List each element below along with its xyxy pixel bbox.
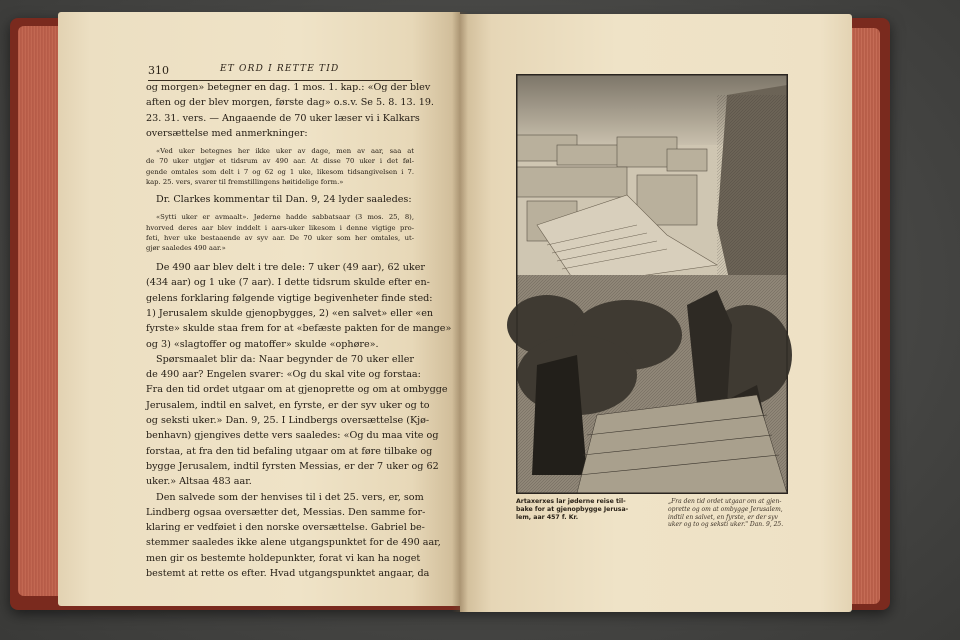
text-line: bestemt at rette os efter. Hvad utgangspunktet angaar, da: [146, 568, 430, 580]
quote-caption-line: uker og to og seksti uker." Dan. 9, 25.: [668, 521, 784, 529]
caption-line: Artaxerxes lar jøderne reise til-: [516, 498, 626, 505]
text-line: 1) Jerusalem skulde gjenopbygges, 2) «en salvet» eller «en: [146, 308, 434, 319]
text-line: Dr. Clarkes kommentar til Dan. 9, 24 lyder saaledes:: [156, 194, 412, 205]
quote-line: feti, hver uke bestaaende av syv aar. De 70 uker som her omtales, ut-: [146, 233, 414, 242]
text-line: (434 aar) og 1 uke (7 aar). I dette tidsrum skulde efter en-: [146, 277, 430, 289]
quote-line: gjør saaledes 490 aar.»: [146, 243, 226, 252]
text-line: bygge Jerusalem, indtil fyrsten Messias, er der 7 uker og 62: [146, 460, 439, 472]
engraving-artwork: [517, 75, 787, 493]
text-line: Spørsmaalet blir da: Naar begynder de 70 uker eller: [156, 353, 414, 365]
text-line: 23. 31. vers. — Angaaende de 70 uker læser vi i Kalkars: [146, 112, 420, 124]
text-line: fyrste» skulde staa frem for at «befæste pakten for de mange»: [146, 323, 452, 335]
paragraph: [146, 80, 434, 141]
text-line: stemmer saaledes ikke alene utgangspunktet for de 490 aar,: [146, 537, 441, 549]
quote-line: gende omtales som delt i 7 og 62 og 1 uke, likesom tidsangivelsen i 7.: [146, 167, 414, 176]
text-line: men gir os bestemte holdepunkter, forat vi kan ha noget: [146, 552, 421, 564]
text-line: uker.» Altsaa 483 aar.: [146, 476, 252, 488]
quote-line: hvorved deres aar blev inddelt i aars-uker likesom i denne vigtige pro-: [146, 223, 414, 232]
quote-caption-line: „Fra den tid ordet utgaar om at gjen-: [668, 498, 782, 505]
text-line: Fra den tid ordet utgaar om at gjenoprette og om at ombygge: [146, 384, 448, 396]
block-quote: [146, 212, 414, 253]
page-number: 310: [148, 64, 169, 77]
paragraph: [146, 260, 452, 352]
block-quote: [146, 146, 414, 187]
quote-caption-line: oprette og om at ombygge Jerusalem,: [668, 505, 783, 513]
text-line: Lindberg ogsaa oversætter det, Messias. Den samme for-: [146, 506, 426, 518]
quote-caption-line: indtil en salvet, en fyrste, er der syv: [668, 513, 778, 521]
text-line: og 3) «slagtoffer og matoffer» skulde «ophøre».: [146, 338, 379, 350]
illustration-caption: [516, 498, 632, 522]
paragraph: [146, 352, 448, 490]
text-line: Den salvede som der henvises til i det 25. vers, er, som: [156, 491, 424, 503]
text-line: gelens forklaring følgende vigtige begivenheter finde sted:: [146, 292, 433, 304]
quote-line: de 70 uker utgjør et tidsrum av 490 aar. At disse 70 uker i det føl-: [146, 157, 414, 166]
text-line: de 490 aar? Engelen svarer: «Og du skal vite og forstaa:: [146, 369, 421, 381]
text-line: Jerusalem, indtil en salvet, en fyrste, er der syv uker og to: [146, 399, 430, 411]
text-line: aften og der blev morgen, første dag» o.s.v. Se 5. 8. 13. 19.: [146, 97, 434, 109]
text-line: oversættelse med anmerkninger:: [146, 127, 308, 139]
illustration-quote: [668, 498, 786, 529]
caption-line: bake for at gjenopbygge Jerusa-: [516, 506, 629, 513]
text-line: klaring er vedføiet i den norske oversættelse. Gabriel be-: [146, 522, 425, 534]
caption-line: lem, aar 457 f. Kr.: [516, 514, 579, 521]
quote-line: «Ved uker betegnes her ikke uker av dage, men av aar, saa at: [156, 147, 414, 156]
text-line: De 490 aar blev delt i tre dele: 7 uker (49 aar), 62 uker: [156, 262, 425, 274]
running-head-title: ET ORD I RETTE TID: [220, 64, 340, 74]
left-page-text: [146, 80, 452, 581]
book-gutter: [452, 12, 468, 612]
text-line: forstaa, at fra den tid befaling utgaar om at føre tilbake og: [146, 445, 433, 457]
quote-line: kap. 25. vers, svarer til fremstillingens høitidelige form.»: [146, 177, 344, 186]
quote-line: «Sytti uker er avmaalt». Jøderne hadde sabbatsaar (3 mos. 25, 8),: [156, 213, 414, 222]
running-head: [148, 64, 412, 81]
text-line: og morgen» betegner en dag. 1 mos. 1. kap.: «Og der blev: [146, 82, 431, 93]
engraving-illustration: [516, 74, 788, 494]
text-line: benhavn) gjengives dette vers saaledes: «Og du maa vite og: [146, 430, 439, 442]
text-line: og seksti uker.» Dan. 9, 25. I Lindbergs oversættelse (Kjø-: [146, 415, 430, 427]
paragraph: [146, 490, 441, 582]
